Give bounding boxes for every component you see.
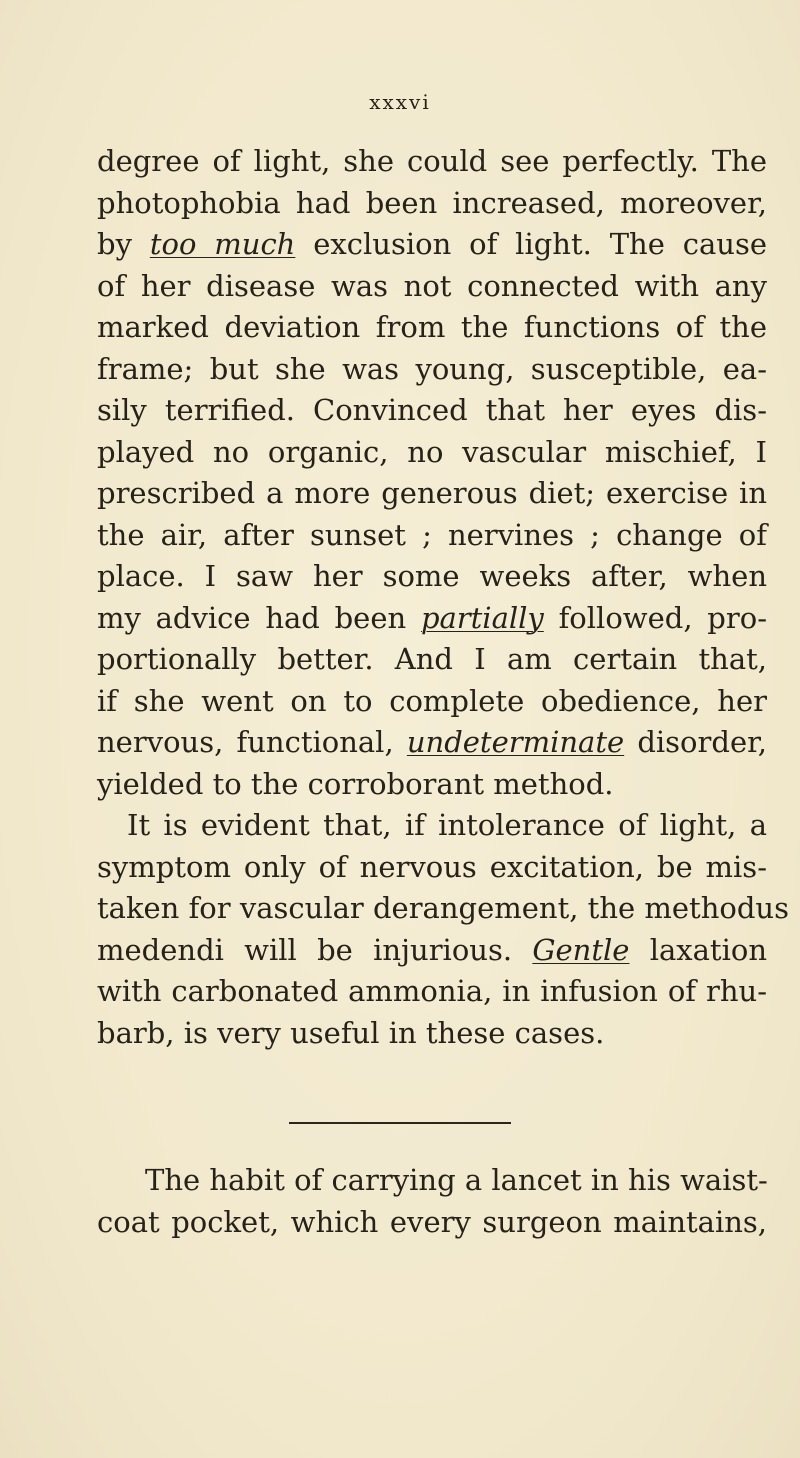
text-line	[97, 1160, 767, 1202]
text-line	[97, 556, 767, 598]
text-run: nervous, functional,	[97, 725, 407, 759]
page-number: xxxvi	[369, 90, 431, 114]
text-run: prescribed a more generous diet; exercise in	[97, 476, 767, 510]
text-run: my advice had been	[97, 600, 421, 635]
italic-phrase: partially	[420, 600, 544, 635]
text-run: of her disease was not connected with any	[97, 268, 767, 303]
text-run: photophobia had been increased, moreover,	[97, 185, 767, 220]
text-run: disorder,	[624, 725, 768, 759]
text-line	[97, 888, 789, 930]
text-run: It is evident that, if intolerance of light, a	[127, 808, 767, 842]
text-line	[97, 847, 767, 889]
text-run: by	[97, 227, 150, 261]
text-line	[97, 515, 767, 557]
text-line	[97, 141, 767, 183]
text-line	[97, 681, 767, 723]
text-run: exclusion of light. The cause	[295, 227, 768, 261]
text-run: sily terrified. Convinced that her eyes dis-	[97, 393, 767, 427]
text-run: the air, after sunset ; nervines ; change of	[97, 517, 767, 552]
text-line	[97, 473, 767, 515]
text-line	[97, 764, 767, 806]
paragraph-3	[97, 1160, 767, 1243]
text-line	[97, 1202, 767, 1244]
text-line	[97, 598, 767, 640]
text-run: followed, pro-	[543, 600, 767, 635]
text-run: portionally better. And I am certain that,	[97, 642, 767, 676]
text-run: yielded to the corroborant method.	[97, 766, 614, 801]
text-line	[97, 930, 767, 972]
text-run: medendi will be injurious.	[97, 932, 533, 967]
text-run: if she went on to complete obedience, her	[97, 683, 767, 718]
text-run: symptom only of nervous excitation, be mis-	[97, 849, 767, 884]
section-divider-rule	[289, 1122, 511, 1124]
text-line	[97, 307, 767, 349]
text-run: degree of light, she could see perfectly. The	[97, 144, 767, 178]
text-line	[97, 971, 767, 1013]
text-run: The habit of carrying a lancet in his waist-	[145, 1163, 768, 1197]
paragraph-2	[97, 805, 789, 1054]
italic-phrase: undeterminate	[406, 725, 625, 759]
text-run: barb, is very useful in these cases.	[97, 1015, 605, 1050]
text-run: laxation	[629, 932, 767, 967]
text-line	[97, 266, 767, 308]
text-run: coat pocket, which every surgeon maintains,	[97, 1204, 767, 1239]
text-run: with carbonated ammonia, in infusion of rhu-	[97, 974, 767, 1008]
text-run: taken for vascular derangement, the methodus	[97, 891, 789, 925]
text-line	[97, 432, 767, 474]
text-line	[97, 639, 767, 681]
paragraph-1	[97, 141, 767, 805]
new-section-text-block	[97, 1160, 767, 1243]
text-run: played no organic, no vascular mischief, I	[97, 434, 767, 469]
text-line	[97, 224, 767, 266]
main-text-block	[97, 141, 789, 1054]
text-line	[97, 722, 767, 764]
text-run: place. I saw her some weeks after, when	[97, 559, 767, 593]
text-line	[97, 349, 767, 391]
italic-phrase: too much	[149, 227, 296, 261]
text-line	[97, 183, 767, 225]
text-run: marked deviation from the functions of the	[97, 310, 767, 344]
text-line	[97, 805, 767, 847]
text-line	[97, 1013, 767, 1055]
text-line	[97, 390, 767, 432]
italic-phrase: Gentle	[532, 932, 630, 967]
text-run: frame; but she was young, susceptible, ea-	[97, 351, 767, 386]
